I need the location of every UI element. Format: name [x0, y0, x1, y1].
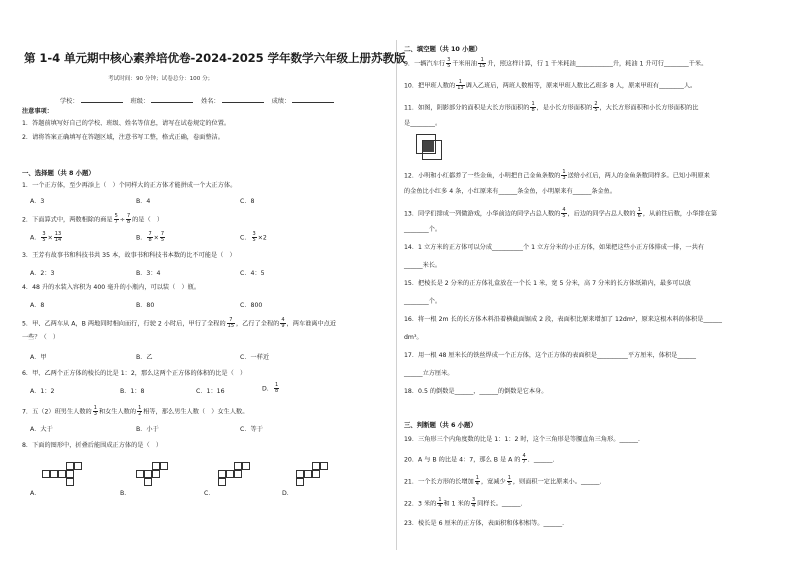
q8-option-a[interactable]: A． — [30, 490, 41, 497]
question-12-cont: 的金鱼比小红多 4 条，小红原来有______条金鱼，小明原来有______条金鱼。 — [404, 188, 617, 195]
q5-option-b[interactable]: B．乙 — [136, 354, 153, 361]
q1-option-b[interactable]: B．4 — [136, 198, 151, 205]
question-22: 22．3 米的 $\frac{1}{4}$ 和 1 米的 $\frac{3}{4}$ 同样长。______． — [404, 497, 527, 509]
question-21: 21．一个长方形的长增加 $\frac{1}{4}$ ，宽减少 $\frac{1}{5}$ ，则面积一定比原来小。______． — [404, 475, 606, 487]
question-3: 3．王芳有故事书和科技书共 35 本，故事书和科技书本数的比不可能是（ ） — [22, 252, 236, 259]
field-score: 成绩： — [271, 98, 291, 105]
question-1: 1．一个正方体，至少再添上（ ）个同样大的正方体才能拼成一个大正方体。 — [22, 182, 237, 189]
q6-option-d[interactable]: D． $\frac{1}{8}$ — [262, 382, 279, 394]
question-6: 6．甲、乙两个正方体的棱长的比是 1：2，那么这两个正方体的体积的比是（ ） — [22, 370, 247, 377]
question-15: 15．把棱长是 2 分米的正方体礼盒放在一个长 1 米，宽 5 分米，高 7 分米的长方体纸箱内，最多可以放 — [404, 280, 691, 287]
q7-option-b[interactable]: B．小于 — [136, 426, 159, 433]
question-17-cont: ______立方厘米。 — [404, 370, 454, 377]
q7-option-a[interactable]: A．大于 — [30, 426, 53, 433]
question-23: 23．棱长是 6 厘米的正方体，表面积和体积相等。______． — [404, 520, 569, 527]
question-2: 2．下面算式中，两数相除的商是 $\frac{5}{7}$ ÷ $\frac{7}{8}$ 的是（ ） — [22, 213, 164, 225]
question-13-cont: ________个。 — [404, 226, 442, 233]
q2-option-c[interactable]: C． $\frac{3}{5}$ ×2 — [240, 231, 267, 243]
q2-option-b[interactable]: B． $\frac{7}{8}$ × $\frac{7}{5}$ — [136, 231, 164, 243]
column-divider — [396, 40, 397, 550]
question-14-cont: ______米长。 — [404, 262, 442, 269]
page-title: 第 1-4 单元期中核心素养培优卷-2024-2025 学年数学六年级上册苏教版 — [24, 51, 406, 65]
q6-option-c[interactable]: C．1：16 — [196, 388, 225, 395]
score-blank[interactable] — [292, 102, 334, 103]
question-11: 11．如图，阴影部分的面积是大长方形面积的 $\frac{1}{8}$ ，是小长方形面积的 $\frac{2}{5}$ ，大长方形面积和小长方形面积的比 — [404, 101, 699, 113]
q8-option-d[interactable]: D． — [282, 490, 293, 497]
question-12: 12．小明和小红都养了一些金鱼，小明把自己金鱼条数的 $\frac{1}{3}$ 送给小红后，两人的金鱼条数同样多。已知小明原来 — [404, 169, 710, 181]
q3-option-a[interactable]: A．2：3 — [30, 270, 55, 277]
question-11-cont: 是________。 — [404, 120, 442, 127]
question-19: 19．三角形三个内角度数的比是 1：1：2 时，这个三角形是等腰直角三角形。______． — [404, 436, 645, 443]
note-item: 2．请将答案正确填写在答题区域，注意书写工整，格式正确，卷面整洁。 — [22, 134, 224, 141]
fraction: $\frac{5}{7}$ — [114, 213, 118, 225]
question-16: 16．将一根 2m 长的长方体木料沿着横截面锯成 2 段，表面积比原来增加了 12dm²，原来这根木料的体积是______ — [404, 316, 722, 323]
question-9: 9．一辆汽车行 $\frac{3}{5}$ 千米用油 $\frac{1}{15}$ 升，照这样计算，行 1 千米耗油____________升，耗油 1 升可行________千米。 — [404, 57, 708, 69]
class-blank[interactable] — [151, 102, 193, 103]
q6-option-a[interactable]: A．1：2 — [30, 388, 55, 395]
q3-option-c[interactable]: C．4：5 — [240, 270, 265, 277]
q4-option-c[interactable]: C．800 — [240, 302, 263, 309]
question-7: 7．五（2）班男生人数的 $\frac{1}{3}$ 和女生人数的 $\frac{1}{2}$ 相等，那么男生人数（ ）女生人数。 — [22, 405, 249, 417]
question-13: 13．同学们排成一列做游戏，小华前边的同学占总人数的 $\frac{4}{5}$ ，后边的同学占总人数的 $\frac{1}{6}$ ，从前往后数，小华排在第 — [404, 207, 718, 219]
question-20: 20．A 与 B 的比是 4：7，那么 B 是 A 的 $\frac{4}{7}$ ．______． — [404, 453, 559, 465]
field-name: 姓名： — [201, 98, 220, 105]
question-18: 18．0.5 的倒数是______，______的倒数是它本身。 — [404, 388, 548, 395]
note-item: 1．答题前填写好自己的学校、班级、姓名等信息，请写在试卷规定的位置。 — [22, 120, 231, 127]
q5-option-a[interactable]: A．甲 — [30, 354, 47, 361]
field-class: 班级： — [130, 98, 150, 105]
question-5-cont: 一些？（ ） — [22, 334, 60, 341]
question-10: 10．把甲班人数的 $\frac{1}{13}$ 调入乙班后，两班人数相等，原来甲班人数比乙班多 8 人，原来甲班有________人。 — [404, 79, 697, 91]
question-17: 17．用一根 48 厘米长的铁丝焊成一个正方体，这个正方体的表面积是__________平方厘米，体积是______ — [404, 352, 696, 359]
notes-title: 注意事项： — [22, 108, 53, 115]
exam-info: 考试时间：90 分钟；试卷总分：100 分； — [108, 76, 214, 82]
info-fields — [60, 96, 340, 105]
overlap-rectangles-figure — [416, 134, 442, 160]
q3-option-b[interactable]: B．3：4 — [136, 270, 161, 277]
section-fill-title: 二、填空题（共 10 小题） — [404, 45, 482, 53]
cube-net-a — [42, 462, 102, 494]
school-blank[interactable] — [81, 102, 123, 103]
q6-option-b[interactable]: B．1：8 — [120, 388, 145, 395]
cube-net-d — [296, 462, 346, 494]
question-15-cont: ________个。 — [404, 298, 442, 305]
question-4: 4．48 升的水装入容积为 400 毫升的小瓶内，可以装（ ）瓶。 — [22, 284, 201, 291]
q4-option-b[interactable]: B．80 — [136, 302, 155, 309]
question-5: 5．甲、乙两车从 A，B 两地同时相向而行，行驶 2 小时后，甲行了全程的 $\frac{7}{15}$ ，乙行了全程的 $\frac{4}{9}$ ，两车谁离中点近 — [22, 317, 337, 329]
q1-option-c[interactable]: C．8 — [240, 198, 255, 205]
q8-option-c[interactable]: C． — [204, 490, 215, 497]
q1-option-a[interactable]: A．3 — [30, 198, 45, 205]
field-school: 学校： — [60, 98, 79, 105]
section-choice-title: 一、选择题（共 8 小题） — [22, 169, 95, 177]
fraction: $\frac{7}{8}$ — [126, 213, 131, 225]
section-judge-title: 三、判断题（共 6 小题） — [404, 421, 477, 429]
q8-option-b[interactable]: B． — [120, 490, 131, 497]
question-16-cont: dm³。 — [404, 334, 423, 341]
q2-option-a[interactable]: A． $\frac{3}{5}$ × $\frac{13}{14}$ — [30, 231, 62, 243]
cube-net-c — [218, 462, 268, 494]
question-14: 14．1 立方米的正方体可以分成__________个 1 立方分米的小正方体，如果把这些小正方体排成一排，一共有 — [404, 244, 705, 251]
cube-net-b — [136, 462, 186, 494]
question-8: 8．下面的图形中，折叠后能围成正方体的是（ ） — [22, 442, 163, 449]
name-blank[interactable] — [222, 102, 264, 103]
q4-option-a[interactable]: A．8 — [30, 302, 45, 309]
q5-option-c[interactable]: C．一样近 — [240, 354, 270, 361]
q7-option-c[interactable]: C．等于 — [240, 426, 263, 433]
